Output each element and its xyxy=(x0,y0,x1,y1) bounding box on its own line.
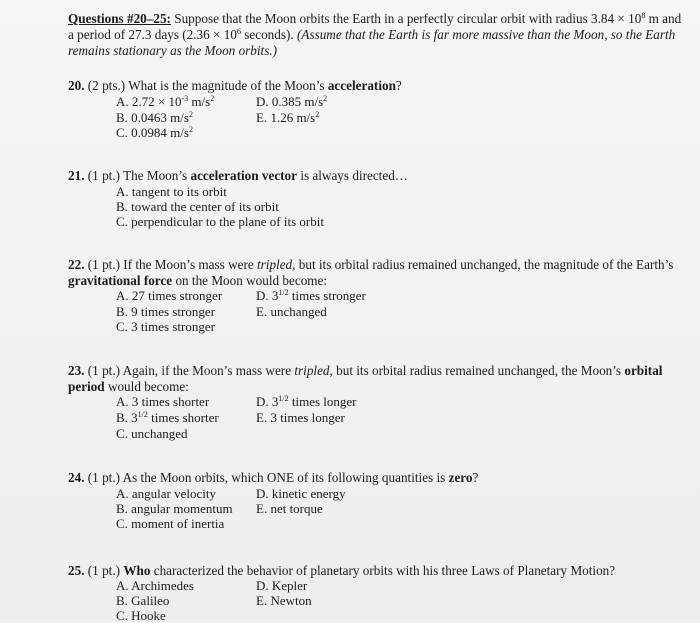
question-italic: tripled xyxy=(294,363,330,378)
question-text: (1 pt.) As the Moon orbits, which ONE of its following quantities is xyxy=(84,470,449,485)
option-text: D. 0.385 m/s xyxy=(256,94,324,109)
q23-option-a[interactable]: A. 3 times shorter xyxy=(116,394,210,409)
option-text: m/s xyxy=(188,94,211,109)
question-text-end: characterized the behavior of planetary orbits with his three Laws of Planetary Motion? xyxy=(150,563,616,578)
option-text: times shorter xyxy=(147,410,219,425)
q21-option-a[interactable]: A. tangent to its orbit xyxy=(116,184,227,199)
q25-option-b[interactable]: B. Galileo xyxy=(116,593,170,608)
question-number: 24. xyxy=(68,470,85,485)
intro-paragraph xyxy=(68,11,690,59)
q25-option-a[interactable]: A. Archimedes xyxy=(116,578,194,593)
question-text: (2 pts.) What is the magnitude of the Moon’s xyxy=(84,78,328,93)
option-text: E. 1.26 m/s xyxy=(256,110,316,125)
option-exp: 1/2 xyxy=(278,394,289,403)
q20-option-a[interactable] xyxy=(116,94,214,109)
option-text: B. 3 xyxy=(116,410,138,425)
q22-option-b[interactable]: B. 9 times stronger xyxy=(116,304,215,319)
q23-option-b[interactable] xyxy=(116,410,219,425)
q24-option-d[interactable]: D. kinetic energy xyxy=(256,486,346,501)
questions-heading: Questions #20–25: xyxy=(68,11,171,26)
question-text-end: ? xyxy=(472,470,479,485)
q21-option-b[interactable]: B. toward the center of its orbit xyxy=(116,199,279,214)
question-number: 25. xyxy=(68,563,85,578)
question-text-end: is always directed… xyxy=(297,168,408,183)
q24-option-a[interactable]: A. angular velocity xyxy=(116,486,216,501)
q23-option-e[interactable]: E. 3 times longer xyxy=(256,410,345,425)
option-text: times longer xyxy=(288,394,357,409)
question-text: (1 pt.) If the Moon’s mass were xyxy=(84,257,257,272)
option-text: D. 3 xyxy=(256,288,279,303)
option-exp: 2 xyxy=(188,110,193,119)
question-italic: tripled xyxy=(256,257,293,272)
intro-assumption: (Assume that the Earth is far more massive than the Moon, so the Earth remains stationary as the Moon orbits.) xyxy=(68,27,676,58)
q25-option-d[interactable]: D. Kepler xyxy=(256,578,308,593)
question-text: (1 pt.) The Moon’s xyxy=(84,168,191,183)
question-25 xyxy=(68,563,690,579)
question-number: 22. xyxy=(68,257,85,272)
option-text: C. 0.0984 m/s xyxy=(116,125,189,140)
question-text-end: on the Moon would become: xyxy=(172,272,328,288)
option-exp: -3 xyxy=(181,94,189,103)
intro-exp-a: 8 xyxy=(641,11,646,20)
q20-option-d[interactable] xyxy=(256,94,327,109)
question-text: (1 pt.) xyxy=(84,563,124,578)
option-exp: 2 xyxy=(210,94,215,103)
q20-option-b[interactable] xyxy=(116,110,193,125)
question-20 xyxy=(68,78,690,94)
question-24 xyxy=(68,470,690,486)
q20-option-c[interactable] xyxy=(116,125,193,140)
question-22 xyxy=(68,257,690,288)
option-text: B. 0.0463 m/s xyxy=(116,110,189,125)
question-keyword: zero xyxy=(448,470,473,485)
question-number: 23. xyxy=(68,363,85,378)
question-21 xyxy=(68,168,690,184)
question-23 xyxy=(68,363,690,394)
question-text: (1 pt.) Again, if the Moon’s mass were xyxy=(84,363,295,378)
option-text: A. 2.72 × 10 xyxy=(116,94,182,109)
question-number: 21. xyxy=(68,168,85,183)
q23-option-d[interactable] xyxy=(256,394,357,409)
q24-option-e[interactable]: E. net torque xyxy=(256,501,323,516)
option-exp: 2 xyxy=(188,125,193,134)
question-text-end: ? xyxy=(395,78,402,93)
question-keyword: acceleration xyxy=(327,78,396,93)
question-number: 20. xyxy=(68,78,85,93)
q25-option-e[interactable]: E. Newton xyxy=(256,593,312,608)
question-text-end: would become: xyxy=(104,378,189,394)
q22-option-c[interactable]: C. 3 times stronger xyxy=(116,319,215,334)
option-exp: 1/2 xyxy=(278,288,289,297)
q22-option-d[interactable] xyxy=(256,288,366,303)
option-exp: 1/2 xyxy=(137,410,148,419)
intro-text-c: seconds). xyxy=(240,27,297,42)
question-keyword: gravitational force xyxy=(68,272,173,288)
q20-option-e[interactable] xyxy=(256,110,319,125)
question-keyword: acceleration vector xyxy=(190,168,298,183)
q24-option-c[interactable]: C. moment of inertia xyxy=(116,516,225,531)
question-text-mid: , but its orbital radius remained unchanged, the Moon’s xyxy=(329,363,625,378)
intro-exp-b: 6 xyxy=(236,27,241,36)
q21-option-c[interactable]: C. perpendicular to the plane of its orbit xyxy=(116,214,324,229)
question-keyword: Who xyxy=(123,563,151,578)
option-text: D. 3 xyxy=(256,394,279,409)
q24-option-b[interactable]: B. angular momentum xyxy=(116,501,233,516)
q22-option-e[interactable]: E. unchanged xyxy=(256,304,327,319)
question-keyword: orbital period xyxy=(68,363,663,394)
option-exp: 2 xyxy=(315,110,320,119)
option-exp: 2 xyxy=(323,94,328,103)
q23-option-c[interactable]: C. unchanged xyxy=(116,426,188,441)
intro-text-a: Suppose that the Moon orbits the Earth in a perfectly circular orbit with radius 3.84 × 10 xyxy=(170,11,642,26)
question-text-mid: , but its orbital radius remained unchanged, the magnitude of the Earth’s xyxy=(292,257,674,272)
option-text: times stronger xyxy=(288,288,366,303)
intro-text-b: m and a period of 27.3 days (2.36 × 10 xyxy=(68,11,682,42)
q25-option-c[interactable]: C. Hooke xyxy=(116,608,166,623)
q22-option-a[interactable]: A. 27 times stronger xyxy=(116,288,223,303)
